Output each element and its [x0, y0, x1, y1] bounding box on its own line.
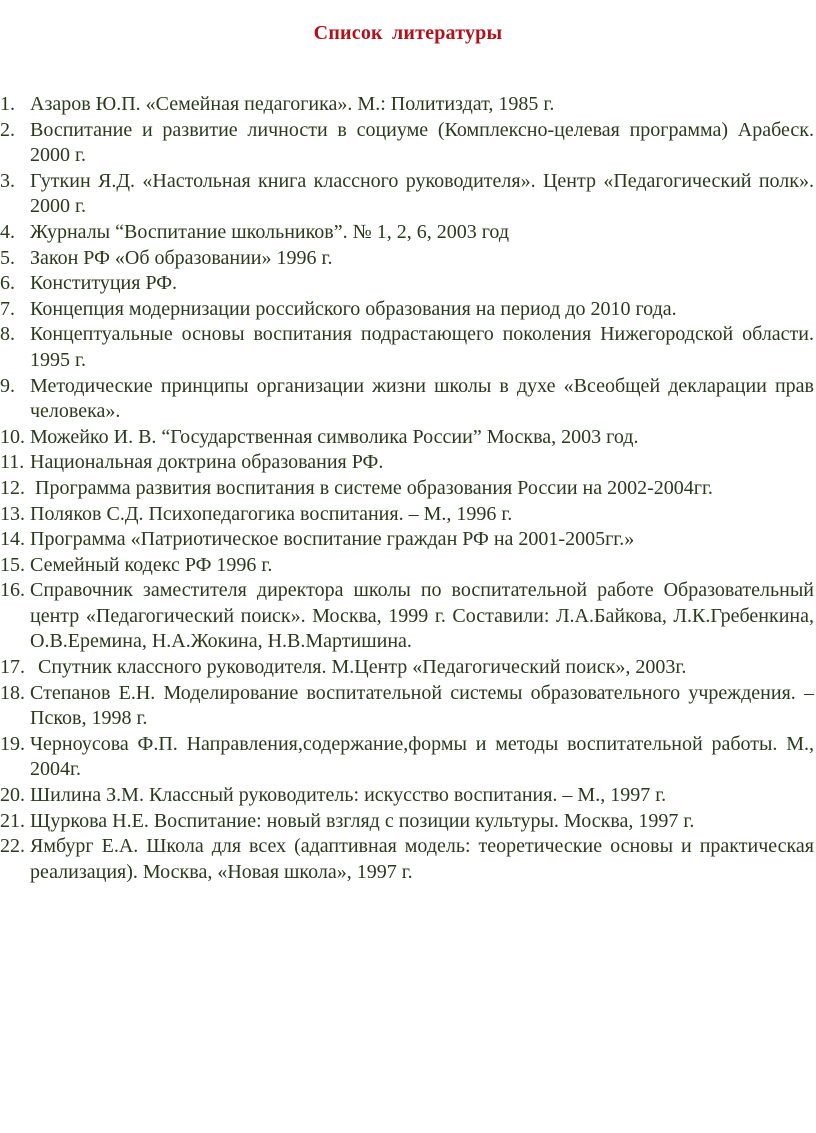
item-text: Семейный кодекс РФ 1996 г.: [30, 553, 273, 576]
item-number: 10.: [0, 425, 25, 448]
item-text: Можейко И. В. “Государственная символика России” Москва, 2003 год.: [30, 425, 639, 448]
item-number: 11.: [0, 451, 25, 474]
list-item: [0, 527, 814, 553]
item-number: 12.: [0, 476, 25, 499]
list-item: [0, 220, 814, 246]
item-number: 19.: [0, 732, 25, 755]
item-text: Концепция модернизации российского образования на период до 2010 года.: [30, 297, 677, 320]
item-text: Азаров Ю.П. «Семейная педагогика». М.: Политиздат, 1985 г.: [30, 93, 555, 115]
item-number: 15.: [0, 553, 25, 576]
item-text: Гуткин Я.Д. «Настольная книга классного руководителя». Центр «Педагогический полк». 2000 г.: [30, 169, 814, 218]
list-item: [0, 502, 814, 528]
item-text: Конституция РФ.: [30, 272, 178, 295]
item-text: Журналы “Воспитание школьников”. № 1, 2, 6, 2003 год: [30, 220, 510, 243]
item-number: 22.: [0, 835, 25, 858]
item-text: Программа «Патриотическое воспитание граждан РФ на 2001-2005гг.»: [30, 528, 635, 551]
item-number: 9.: [0, 374, 15, 397]
item-text: Щуркова Н.Е. Воспитание: новый взгляд с позиции культуры. Москва, 1997 г.: [30, 809, 695, 832]
item-text: Концептуальные основы воспитания подрастающего поколения Нижегородской области. 1995 г.: [30, 323, 814, 371]
item-text: Закон РФ «Об образовании» 1996 г.: [30, 246, 333, 269]
list-item: [0, 578, 814, 655]
list-item: [0, 271, 814, 297]
page-title: Список литературы: [313, 22, 503, 44]
item-number: 6.: [0, 272, 15, 295]
item-text: Воспитание и развитие личности в социуме (Комплексно-целевая программа) Арабеск. 2000 г.: [30, 118, 814, 167]
item-number: 16.: [0, 579, 25, 602]
list-item: [0, 450, 814, 476]
item-number: 14.: [0, 528, 25, 551]
item-number: 21.: [0, 809, 25, 832]
list-item: [0, 246, 814, 272]
item-text: Справочник заместителя директора школы по воспитательной работе Образовательный центр «Педагогический поиск». Москва, 1999 г. Составили: Л.А.Байкова, Л.К.Гребенкина, О.В.Еремина, Н.А.Жокина, Н.В.Мартишина.: [30, 579, 814, 653]
list-item: [0, 476, 814, 502]
list-item: [0, 322, 814, 373]
list-item: [0, 783, 814, 809]
item-number: 8.: [0, 323, 15, 346]
list-item: [0, 118, 814, 169]
item-text: Шилина З.М. Классный руководитель: искусство воспитания. – М., 1997 г.: [30, 784, 667, 807]
reference-list: [0, 92, 814, 885]
item-number: 1.: [0, 93, 15, 115]
item-number: 17.: [0, 656, 25, 679]
list-item: [0, 732, 814, 783]
item-text: Методические принципы организации жизни школы в духе «Всеобщей декларации прав человека».: [30, 374, 814, 423]
item-text: Степанов Е.Н. Моделирование воспитательной системы образовательного учреждения. – Псков, 1998 г.: [30, 681, 814, 730]
item-number: 4.: [0, 220, 15, 243]
item-text: Поляков С.Д. Психопедагогика воспитания. – М., 1996 г.: [30, 502, 513, 525]
list-item: [0, 169, 814, 220]
list-item: [0, 809, 814, 835]
item-number: 3.: [0, 169, 15, 192]
list-item: [0, 655, 814, 681]
item-text: Черноусова Ф.П. Направления,содержание,формы и методы воспитательной работы. М., 2004г.: [30, 732, 814, 781]
item-text: Программа развития воспитания в системе образования России на 2002-2004гг.: [35, 476, 713, 499]
list-item: [0, 553, 814, 579]
list-item: [0, 834, 814, 885]
list-item: [0, 681, 814, 732]
item-text: Ямбург Е.А. Школа для всех (адаптивная модель: теоретические основы и практическая реализация). Москва, «Новая школа», 1997 г.: [30, 835, 814, 883]
list-item: [0, 297, 814, 323]
item-number: 20.: [0, 784, 25, 807]
list-item: [0, 374, 814, 425]
item-number: 18.: [0, 681, 25, 704]
list-item: [0, 425, 814, 451]
item-number: 5.: [0, 246, 15, 269]
item-number: 7.: [0, 297, 15, 320]
item-text: Национальная доктрина образования РФ.: [30, 451, 384, 474]
item-number: 13.: [0, 502, 25, 525]
item-number: 2.: [0, 118, 15, 141]
item-text: Спутник классного руководителя. М.Центр «Педагогический поиск», 2003г.: [38, 656, 687, 679]
list-item: [0, 92, 814, 118]
